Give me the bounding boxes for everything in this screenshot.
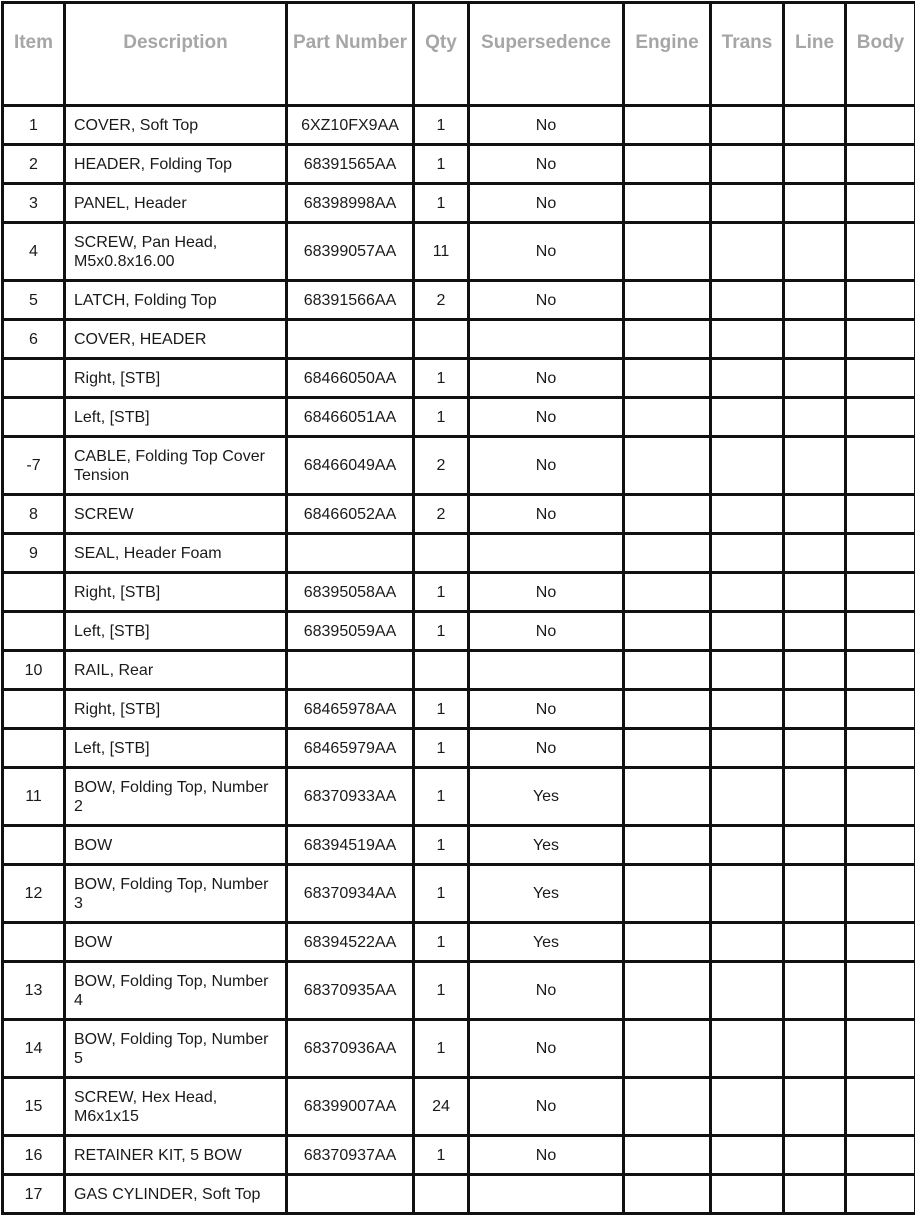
line-cell — [784, 359, 846, 398]
body-cell — [846, 145, 915, 184]
trans-cell — [711, 612, 784, 651]
item-cell — [3, 359, 65, 398]
engine-cell — [624, 865, 711, 923]
body-cell — [846, 495, 915, 534]
engine-cell — [624, 923, 711, 962]
description-cell: GAS CYLINDER, Soft Top — [65, 1175, 287, 1214]
part-number-cell: 68391566AA — [287, 281, 414, 320]
description-cell: RAIL, Rear — [65, 651, 287, 690]
qty-cell — [414, 534, 469, 573]
part-number-cell: 68391565AA — [287, 145, 414, 184]
table-row — [3, 1078, 915, 1136]
header-engine: Engine — [624, 3, 711, 106]
description-cell: BOW, Folding Top, Number 3 — [65, 865, 287, 923]
engine-cell — [624, 1020, 711, 1078]
item-cell — [3, 923, 65, 962]
table-row — [3, 690, 915, 729]
description-cell: BOW, Folding Top, Number 5 — [65, 1020, 287, 1078]
supersedence-cell: No — [469, 1020, 624, 1078]
table-row — [3, 865, 915, 923]
engine-cell — [624, 826, 711, 865]
description-cell: SCREW — [65, 495, 287, 534]
supersedence-cell — [469, 534, 624, 573]
description-cell: BOW — [65, 923, 287, 962]
line-cell — [784, 495, 846, 534]
part-number-cell — [287, 1175, 414, 1214]
qty-cell: 24 — [414, 1078, 469, 1136]
item-cell — [3, 690, 65, 729]
line-cell — [784, 184, 846, 223]
body-cell — [846, 826, 915, 865]
part-number-cell: 68466051AA — [287, 398, 414, 437]
item-cell: 3 — [3, 184, 65, 223]
qty-cell: 1 — [414, 573, 469, 612]
body-cell — [846, 1175, 915, 1214]
table-row — [3, 281, 915, 320]
table-row — [3, 398, 915, 437]
item-cell: 12 — [3, 865, 65, 923]
supersedence-cell — [469, 1175, 624, 1214]
supersedence-cell: No — [469, 145, 624, 184]
description-cell: Left, [STB] — [65, 398, 287, 437]
part-number-cell: 68394522AA — [287, 923, 414, 962]
header-item: Item — [3, 3, 65, 106]
line-cell — [784, 106, 846, 145]
supersedence-cell — [469, 651, 624, 690]
trans-cell — [711, 1175, 784, 1214]
line-cell — [784, 437, 846, 495]
engine-cell — [624, 612, 711, 651]
body-cell — [846, 768, 915, 826]
body-cell — [846, 923, 915, 962]
line-cell — [784, 612, 846, 651]
body-cell — [846, 690, 915, 729]
table-row — [3, 651, 915, 690]
trans-cell — [711, 320, 784, 359]
line-cell — [784, 1020, 846, 1078]
part-number-cell: 68395058AA — [287, 573, 414, 612]
trans-cell — [711, 690, 784, 729]
qty-cell: 1 — [414, 729, 469, 768]
item-cell: 6 — [3, 320, 65, 359]
table-row — [3, 729, 915, 768]
description-cell: SEAL, Header Foam — [65, 534, 287, 573]
trans-cell — [711, 184, 784, 223]
body-cell — [846, 398, 915, 437]
description-cell: RETAINER KIT, 5 BOW — [65, 1136, 287, 1175]
engine-cell — [624, 281, 711, 320]
item-cell: 15 — [3, 1078, 65, 1136]
description-cell: BOW, Folding Top, Number 4 — [65, 962, 287, 1020]
supersedence-cell: No — [469, 437, 624, 495]
trans-cell — [711, 1020, 784, 1078]
trans-cell — [711, 1078, 784, 1136]
line-cell — [784, 1136, 846, 1175]
table-row — [3, 923, 915, 962]
line-cell — [784, 1175, 846, 1214]
table-row — [3, 1136, 915, 1175]
trans-cell — [711, 534, 784, 573]
trans-cell — [711, 281, 784, 320]
supersedence-cell: No — [469, 690, 624, 729]
part-number-cell: 68466050AA — [287, 359, 414, 398]
trans-cell — [711, 145, 784, 184]
part-number-cell: 68395059AA — [287, 612, 414, 651]
body-cell — [846, 729, 915, 768]
trans-cell — [711, 573, 784, 612]
supersedence-cell: No — [469, 1078, 624, 1136]
body-cell — [846, 281, 915, 320]
body-cell — [846, 651, 915, 690]
engine-cell — [624, 1136, 711, 1175]
item-cell — [3, 612, 65, 651]
part-number-cell: 68466052AA — [287, 495, 414, 534]
trans-cell — [711, 923, 784, 962]
engine-cell — [624, 651, 711, 690]
trans-cell — [711, 962, 784, 1020]
description-cell: Left, [STB] — [65, 729, 287, 768]
supersedence-cell: No — [469, 729, 624, 768]
supersedence-cell: No — [469, 223, 624, 281]
table-row — [3, 612, 915, 651]
body-cell — [846, 1020, 915, 1078]
supersedence-cell: No — [469, 359, 624, 398]
engine-cell — [624, 223, 711, 281]
engine-cell — [624, 359, 711, 398]
engine-cell — [624, 962, 711, 1020]
item-cell: 11 — [3, 768, 65, 826]
qty-cell: 1 — [414, 359, 469, 398]
line-cell — [784, 281, 846, 320]
part-number-cell: 68370935AA — [287, 962, 414, 1020]
engine-cell — [624, 573, 711, 612]
item-cell — [3, 826, 65, 865]
part-number-cell: 68370933AA — [287, 768, 414, 826]
description-cell: Left, [STB] — [65, 612, 287, 651]
trans-cell — [711, 495, 784, 534]
table-row — [3, 359, 915, 398]
line-cell — [784, 651, 846, 690]
header-body: Body — [846, 3, 915, 106]
line-cell — [784, 145, 846, 184]
body-cell — [846, 223, 915, 281]
line-cell — [784, 962, 846, 1020]
engine-cell — [624, 729, 711, 768]
engine-cell — [624, 690, 711, 729]
trans-cell — [711, 359, 784, 398]
qty-cell: 1 — [414, 865, 469, 923]
qty-cell: 1 — [414, 398, 469, 437]
qty-cell: 1 — [414, 923, 469, 962]
item-cell — [3, 573, 65, 612]
engine-cell — [624, 1078, 711, 1136]
engine-cell — [624, 184, 711, 223]
body-cell — [846, 534, 915, 573]
body-cell — [846, 573, 915, 612]
table-row — [3, 826, 915, 865]
table-row — [3, 1175, 915, 1214]
engine-cell — [624, 145, 711, 184]
engine-cell — [624, 106, 711, 145]
item-cell: 8 — [3, 495, 65, 534]
body-cell — [846, 612, 915, 651]
qty-cell: 1 — [414, 1020, 469, 1078]
table-row — [3, 573, 915, 612]
table-row — [3, 437, 915, 495]
supersedence-cell: No — [469, 1136, 624, 1175]
description-cell: PANEL, Header — [65, 184, 287, 223]
item-cell: -7 — [3, 437, 65, 495]
trans-cell — [711, 768, 784, 826]
table-row — [3, 768, 915, 826]
trans-cell — [711, 865, 784, 923]
engine-cell — [624, 320, 711, 359]
supersedence-cell: No — [469, 495, 624, 534]
description-cell: COVER, HEADER — [65, 320, 287, 359]
header-row — [3, 3, 915, 106]
trans-cell — [711, 826, 784, 865]
table-row — [3, 184, 915, 223]
item-cell: 13 — [3, 962, 65, 1020]
item-cell: 16 — [3, 1136, 65, 1175]
body-cell — [846, 865, 915, 923]
table-row — [3, 962, 915, 1020]
qty-cell — [414, 1175, 469, 1214]
header-line: Line — [784, 3, 846, 106]
line-cell — [784, 398, 846, 437]
table-row — [3, 145, 915, 184]
table-row — [3, 534, 915, 573]
description-cell: BOW — [65, 826, 287, 865]
part-number-cell: 68398998AA — [287, 184, 414, 223]
trans-cell — [711, 223, 784, 281]
description-cell: Right, [STB] — [65, 573, 287, 612]
engine-cell — [624, 768, 711, 826]
supersedence-cell — [469, 320, 624, 359]
body-cell — [846, 106, 915, 145]
description-cell: BOW, Folding Top, Number 2 — [65, 768, 287, 826]
part-number-cell: 68466049AA — [287, 437, 414, 495]
qty-cell: 2 — [414, 281, 469, 320]
part-number-cell: 68370934AA — [287, 865, 414, 923]
line-cell — [784, 573, 846, 612]
supersedence-cell: Yes — [469, 865, 624, 923]
description-cell: LATCH, Folding Top — [65, 281, 287, 320]
description-cell: HEADER, Folding Top — [65, 145, 287, 184]
header-qty: Qty — [414, 3, 469, 106]
supersedence-cell: Yes — [469, 826, 624, 865]
item-cell: 1 — [3, 106, 65, 145]
supersedence-cell: No — [469, 106, 624, 145]
header-supersedence: Supersedence — [469, 3, 624, 106]
part-number-cell — [287, 320, 414, 359]
supersedence-cell: No — [469, 962, 624, 1020]
part-number-cell: 68370937AA — [287, 1136, 414, 1175]
supersedence-cell: No — [469, 281, 624, 320]
parts-table-body — [3, 106, 915, 1214]
description-cell: COVER, Soft Top — [65, 106, 287, 145]
engine-cell — [624, 495, 711, 534]
item-cell: 14 — [3, 1020, 65, 1078]
line-cell — [784, 534, 846, 573]
body-cell — [846, 184, 915, 223]
qty-cell: 1 — [414, 184, 469, 223]
line-cell — [784, 923, 846, 962]
parts-table — [1, 1, 915, 1215]
engine-cell — [624, 1175, 711, 1214]
line-cell — [784, 320, 846, 359]
header-description: Description — [65, 3, 287, 106]
qty-cell: 1 — [414, 1136, 469, 1175]
table-row — [3, 495, 915, 534]
part-number-cell: 68399007AA — [287, 1078, 414, 1136]
item-cell: 4 — [3, 223, 65, 281]
line-cell — [784, 826, 846, 865]
description-cell: Right, [STB] — [65, 359, 287, 398]
supersedence-cell: No — [469, 398, 624, 437]
part-number-cell: 68370936AA — [287, 1020, 414, 1078]
supersedence-cell: No — [469, 573, 624, 612]
item-cell: 2 — [3, 145, 65, 184]
trans-cell — [711, 398, 784, 437]
part-number-cell — [287, 534, 414, 573]
description-cell: Right, [STB] — [65, 690, 287, 729]
qty-cell — [414, 320, 469, 359]
item-cell — [3, 729, 65, 768]
part-number-cell: 6XZ10FX9AA — [287, 106, 414, 145]
qty-cell: 1 — [414, 768, 469, 826]
qty-cell: 2 — [414, 495, 469, 534]
table-row — [3, 1020, 915, 1078]
qty-cell — [414, 651, 469, 690]
item-cell: 17 — [3, 1175, 65, 1214]
header-part-number: Part Number — [287, 3, 414, 106]
line-cell — [784, 768, 846, 826]
supersedence-cell: Yes — [469, 768, 624, 826]
qty-cell: 2 — [414, 437, 469, 495]
table-row — [3, 320, 915, 359]
qty-cell: 1 — [414, 106, 469, 145]
item-cell — [3, 398, 65, 437]
item-cell: 5 — [3, 281, 65, 320]
line-cell — [784, 690, 846, 729]
qty-cell: 1 — [414, 962, 469, 1020]
qty-cell: 1 — [414, 826, 469, 865]
description-cell: CABLE, Folding Top Cover Tension — [65, 437, 287, 495]
description-cell: SCREW, Pan Head, M5x0.8x16.00 — [65, 223, 287, 281]
body-cell — [846, 1136, 915, 1175]
part-number-cell: 68465978AA — [287, 690, 414, 729]
qty-cell: 11 — [414, 223, 469, 281]
description-cell: SCREW, Hex Head, M6x1x15 — [65, 1078, 287, 1136]
part-number-cell — [287, 651, 414, 690]
table-row — [3, 106, 915, 145]
supersedence-cell: No — [469, 612, 624, 651]
body-cell — [846, 962, 915, 1020]
item-cell: 10 — [3, 651, 65, 690]
qty-cell: 1 — [414, 612, 469, 651]
body-cell — [846, 1078, 915, 1136]
qty-cell: 1 — [414, 690, 469, 729]
table-row — [3, 223, 915, 281]
header-trans: Trans — [711, 3, 784, 106]
line-cell — [784, 223, 846, 281]
trans-cell — [711, 651, 784, 690]
supersedence-cell: Yes — [469, 923, 624, 962]
trans-cell — [711, 106, 784, 145]
line-cell — [784, 729, 846, 768]
trans-cell — [711, 437, 784, 495]
item-cell: 9 — [3, 534, 65, 573]
trans-cell — [711, 729, 784, 768]
engine-cell — [624, 437, 711, 495]
qty-cell: 1 — [414, 145, 469, 184]
body-cell — [846, 320, 915, 359]
line-cell — [784, 1078, 846, 1136]
part-number-cell: 68399057AA — [287, 223, 414, 281]
trans-cell — [711, 1136, 784, 1175]
line-cell — [784, 865, 846, 923]
engine-cell — [624, 534, 711, 573]
supersedence-cell: No — [469, 184, 624, 223]
engine-cell — [624, 398, 711, 437]
body-cell — [846, 359, 915, 398]
body-cell — [846, 437, 915, 495]
part-number-cell: 68465979AA — [287, 729, 414, 768]
part-number-cell: 68394519AA — [287, 826, 414, 865]
